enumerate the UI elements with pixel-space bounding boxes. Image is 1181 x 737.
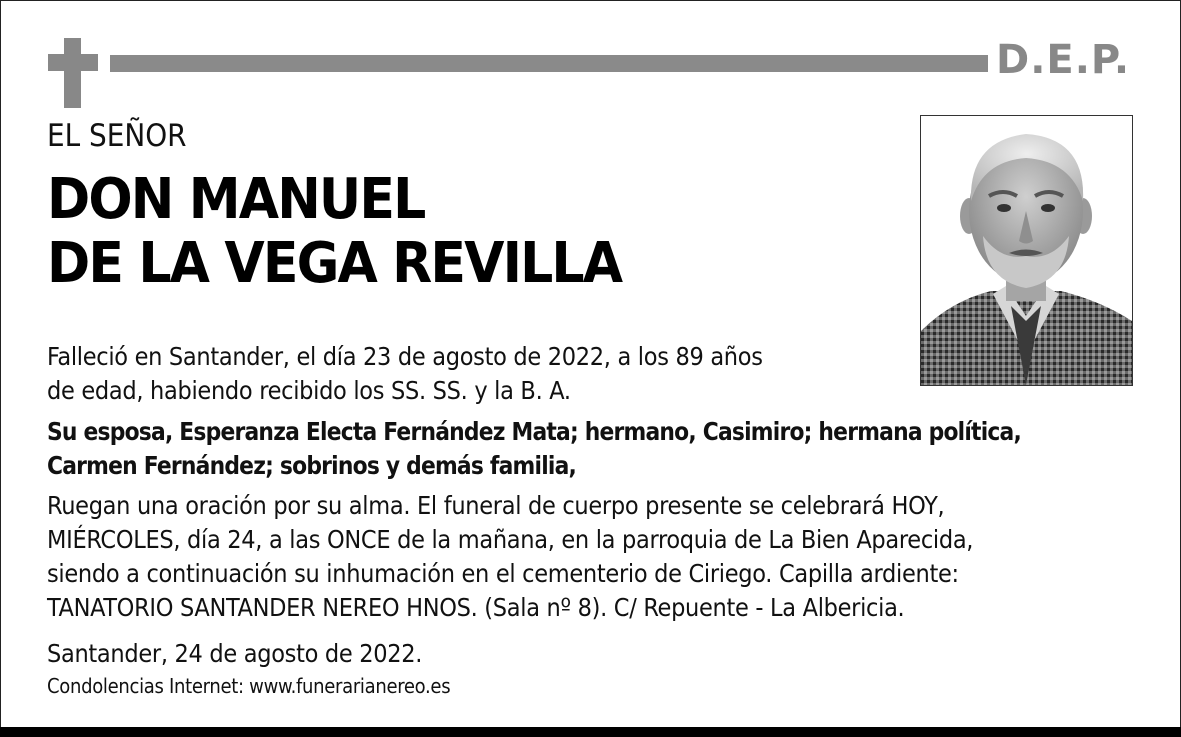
- header-rule: [110, 55, 988, 72]
- latin-cross-icon: [48, 38, 98, 108]
- death-notice: [47, 340, 763, 408]
- funeral-line-3: siendo a continuación su inhumación en el cementerio de Ciriego. Capilla ardiente:: [47, 559, 959, 588]
- place-date: Santander, 24 de agosto de 2022.: [47, 639, 423, 668]
- death-line-2: de edad, habiendo recibido los SS. SS. y la B. A.: [47, 376, 571, 405]
- funeral-line-4: TANATORIO SANTANDER NEREO HNOS. (Sala nº 8). C/ Repuente - La Albericia.: [47, 593, 905, 622]
- family-line-1: Su esposa, Esperanza Electa Fernández Mata; hermano, Casimiro; hermana política,: [47, 417, 1022, 446]
- funeral-line-1: Ruegan una oración por su alma. El funeral de cuerpo presente se celebrará HOY,: [47, 491, 945, 520]
- deceased-name: [47, 168, 621, 296]
- family-notice: [47, 415, 1021, 483]
- name-line-1: DON MANUEL: [47, 167, 425, 232]
- funeral-line-2: MIÉRCOLES, día 24, a las ONCE de la mañana, en la parroquia de La Bien Aparecida,: [47, 525, 974, 554]
- name-line-2: DE LA VEGA REVILLA: [47, 231, 622, 296]
- bottom-rule: [0, 727, 1181, 737]
- portrait-photo: [920, 115, 1133, 386]
- death-line-1: Falleció en Santander, el día 23 de agosto de 2022, a los 89 años: [47, 342, 763, 371]
- funeral-notice: [47, 489, 973, 625]
- family-line-2: Carmen Fernández; sobrinos y demás familia,: [47, 451, 577, 480]
- dep-label: D.E.P.: [996, 37, 1131, 83]
- condolences-line: Condolencias Internet: www.funerarianereo.es: [47, 674, 451, 698]
- honorific: EL SEÑOR: [47, 118, 187, 154]
